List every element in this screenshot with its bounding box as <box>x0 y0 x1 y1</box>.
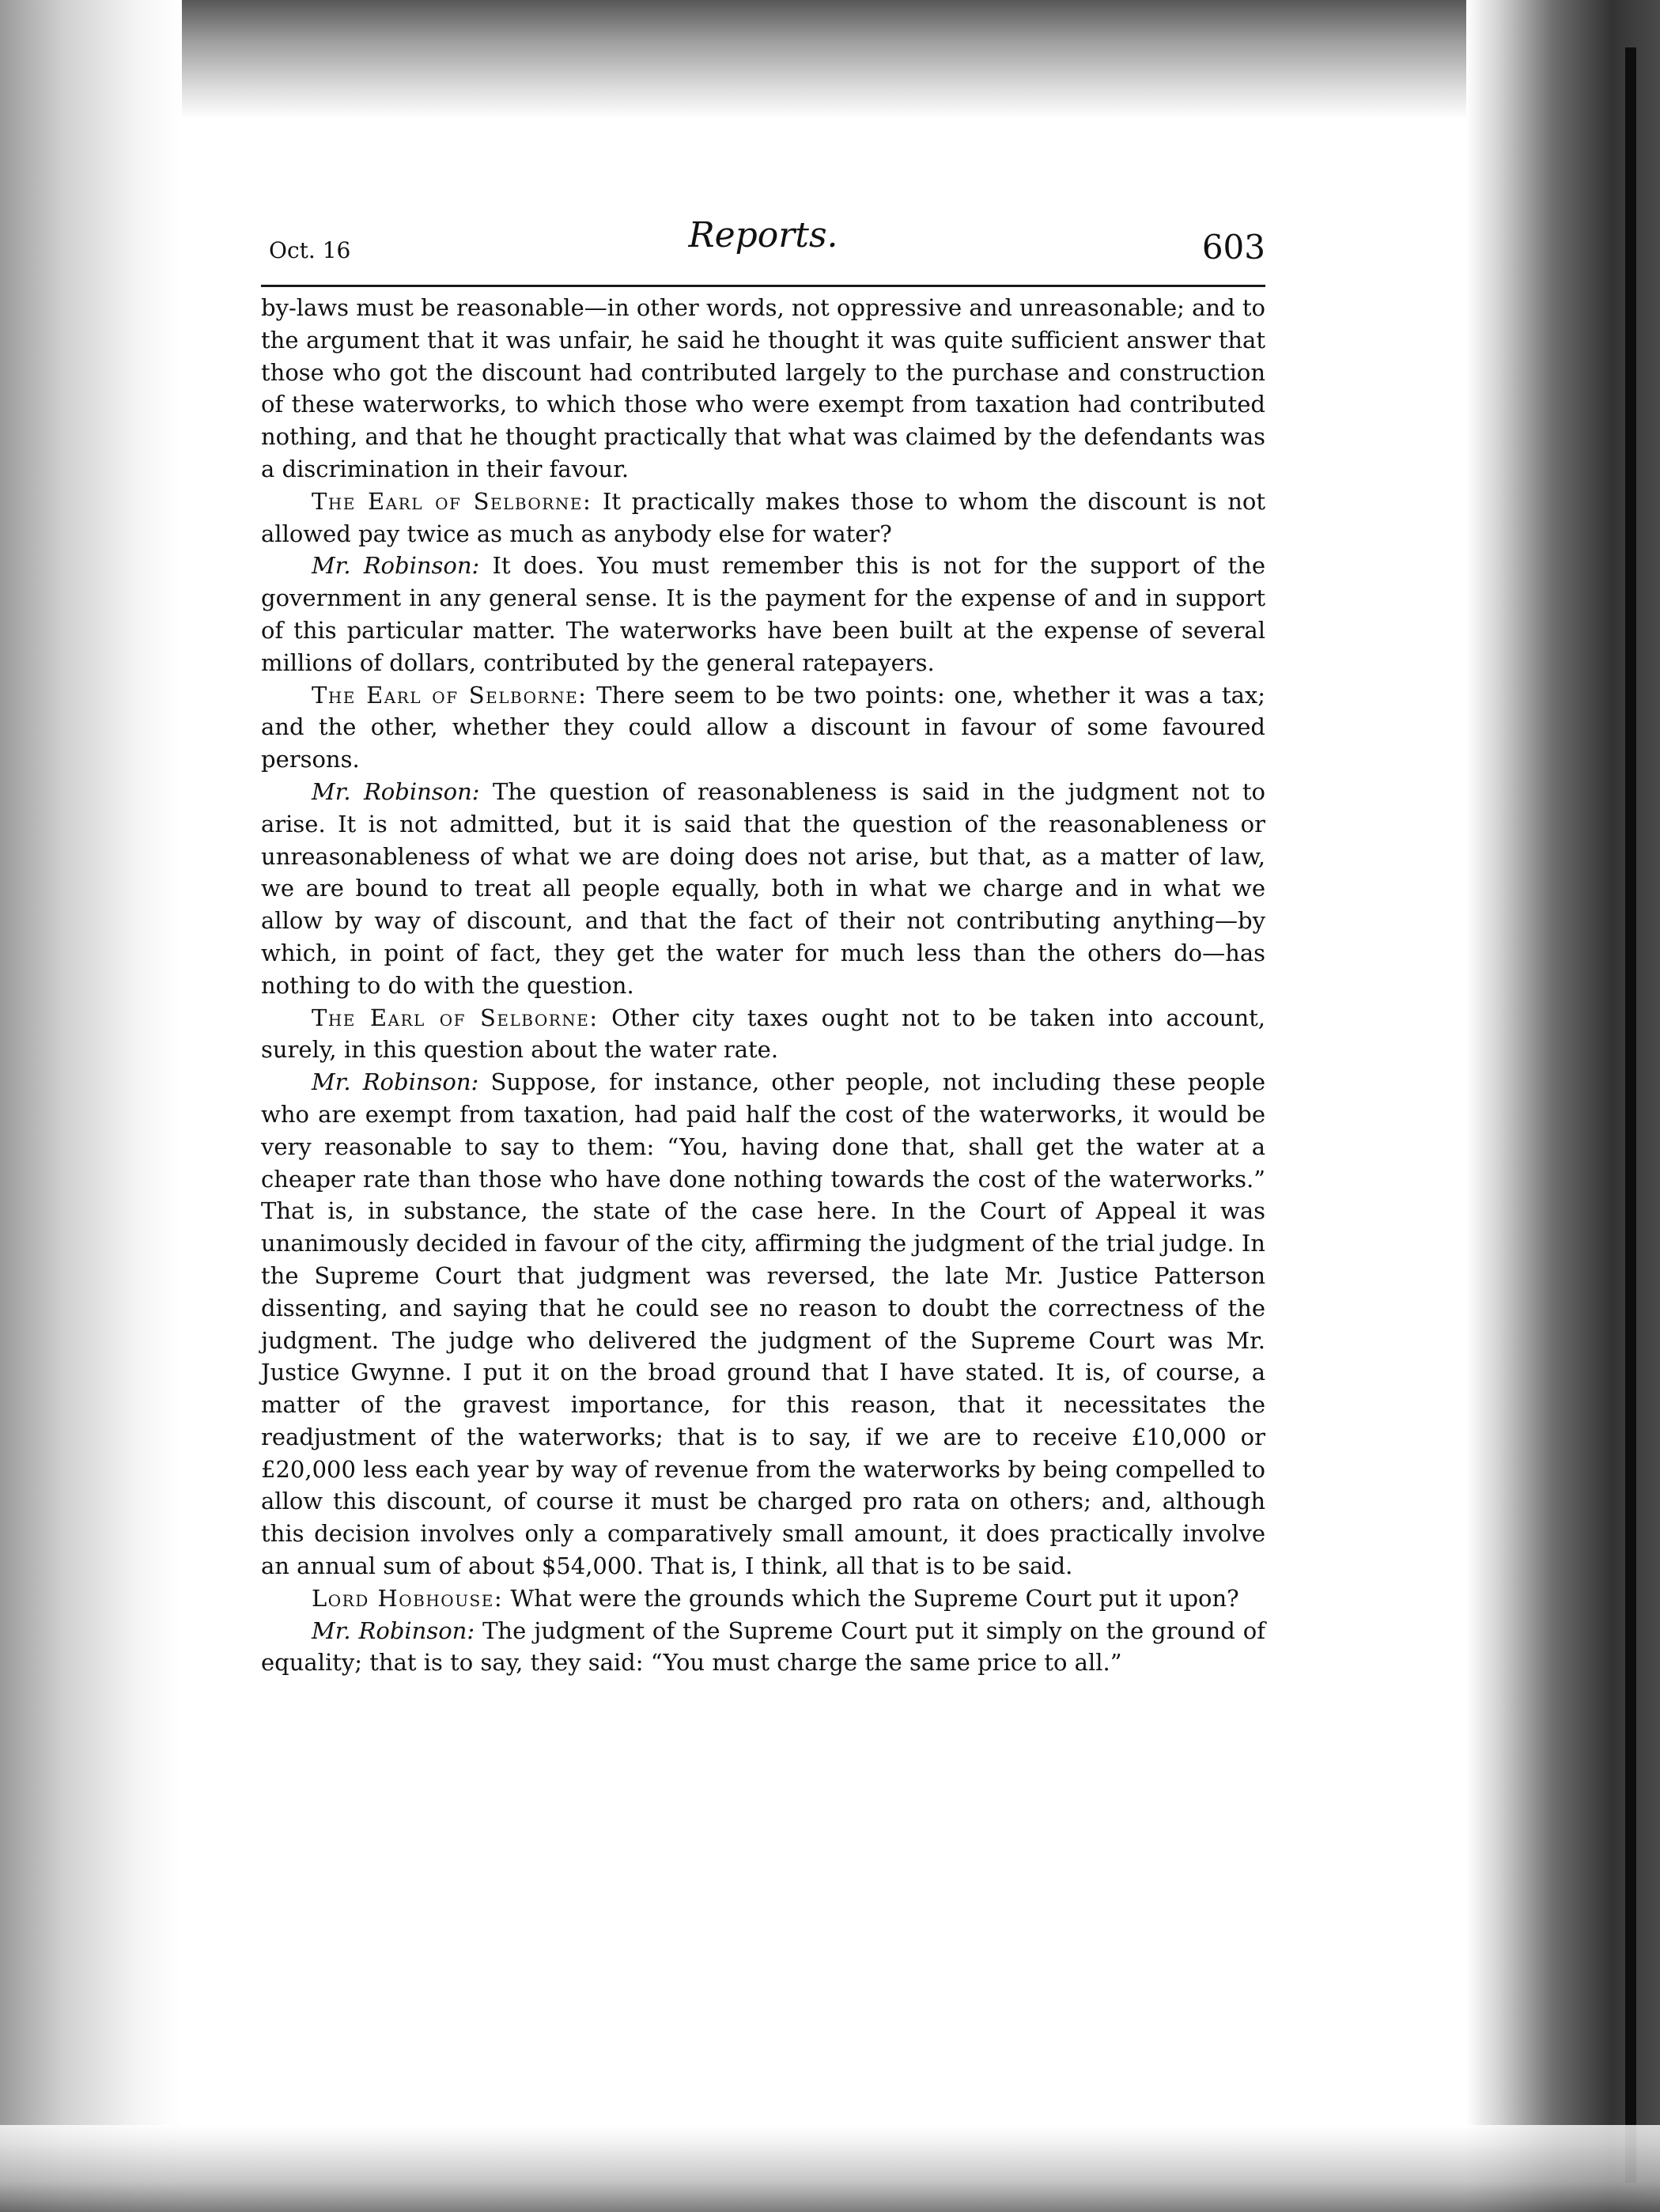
paragraph-continuation <box>261 292 1265 486</box>
paragraph-dialogue <box>261 1002 1265 1067</box>
speaker-label: The Earl of Selborne: <box>312 1004 599 1031</box>
paragraph-text: The judgment of the Supreme Court put it simply on the ground of equality; that is to say, they said: “You must charge the same price to all.” <box>261 1616 1265 1677</box>
speaker-label: The Earl of Selborne: <box>312 681 588 709</box>
speaker-label: Lord Hobhouse: <box>312 1584 504 1612</box>
paragraph-dialogue <box>261 486 1265 550</box>
paragraph-text: It practically makes those to whom the discount is not allowed pay twice as much as anybody else for water? <box>261 487 1266 547</box>
speaker-label: Mr. Robinson: <box>312 1616 475 1644</box>
body-text <box>261 292 1265 1679</box>
running-head <box>261 214 1265 287</box>
running-head-date: Oct. 16 <box>269 237 351 263</box>
speaker-label: Mr. Robinson: <box>312 777 480 805</box>
scan-left-margin <box>0 0 182 2212</box>
paragraph-dialogue <box>261 776 1265 1002</box>
speaker-label: Mr. Robinson: <box>312 552 480 580</box>
scan-bottom-shadow <box>0 2125 1660 2212</box>
scan-right-edge <box>1625 47 1636 2183</box>
paragraph-dialogue <box>261 1615 1265 1680</box>
paragraph-dialogue <box>261 1582 1265 1615</box>
document-page <box>261 214 1265 1679</box>
paragraph-text: The question of reasonableness is said in the judgment not to arise. It is not admitted, but it is said that the question of the reasonableness or unreasonableness of what we are doing does not arise, but that, as a matter of law, we are bound to treat all people equally, both in what we charge and in what we allow by way of discount, and that the fact of their not contributing anything—by which, in point of fact, they get the water for much less than the others do—has nothing to do with the question. <box>261 777 1265 999</box>
paragraph-text: Other city taxes ought not to be taken into account, surely, in this question about the water rate. <box>261 1004 1265 1064</box>
running-head-title: Reports. <box>688 215 838 255</box>
paragraph-text: by-laws must be reasonable—in other words, not oppressive and unreasonable; and to the argument that it was unfair, he said he thought it was quite sufficient answer that those who got the discount had contributed largely to the purchase and construction of these waterworks, to which those who were exempt from taxation had contributed nothing, and that he thought practically that what was claimed by the defendants was a discrimination in their favour. <box>261 294 1265 482</box>
scan-top-shadow <box>0 0 1660 119</box>
paragraph-text: Suppose, for instance, other people, not including these people who are exempt from taxation, had paid half the cost of the waterworks, it would be very reasonable to say to them: “You, having done that, shall get the water at a cheaper rate than those who have done nothing towards the cost of the waterworks.” That is, in substance, the state of the case here. In the Court of Appeal it was unanimously decided in favour of the city, affirming the judgment of the trial judge. In the Supreme Court that judgment was reversed, the late Mr. Justice Patterson dissenting, and saying that he could see no reason to doubt the correctness of the judgment. The judge who delivered the judgment of the Supreme Court was Mr. Justice Gwynne. I put it on the broad ground that I have stated. It is, of course, a matter of the gravest importance, for this reason, that it necessitates the readjustment of the waterworks; that is to say, if we are to receive £10,000 or £20,000 less each year by way of revenue from the waterworks by being compelled to allow this discount, of course it must be charged pro rata on others; and, although this decision involves only a comparatively small amount, it does practically involve an annual sum of about $54,000. That is, I think, all that is to be said. <box>261 1068 1265 1580</box>
page-number: 603 <box>1201 228 1265 267</box>
paragraph-text: It does. You must remember this is not for the support of the government in any general sense. It is the payment for the expense of and in support of this particular matter. The waterworks have been built at the expense of several millions of dollars, contributed by the general ratepayers. <box>261 552 1265 676</box>
speaker-label: The Earl of Selborne: <box>312 487 592 515</box>
speaker-label: Mr. Robinson: <box>312 1068 479 1096</box>
paragraph-dialogue <box>261 1066 1265 1582</box>
paragraph-dialogue <box>261 550 1265 679</box>
paragraph-dialogue <box>261 679 1265 776</box>
paragraph-text: There seem to be two points: one, whether it was a tax; and the other, whether they could allow a discount in favour of some favoured persons. <box>261 681 1266 773</box>
paragraph-text: What were the grounds which the Supreme Court put it upon? <box>503 1584 1239 1612</box>
